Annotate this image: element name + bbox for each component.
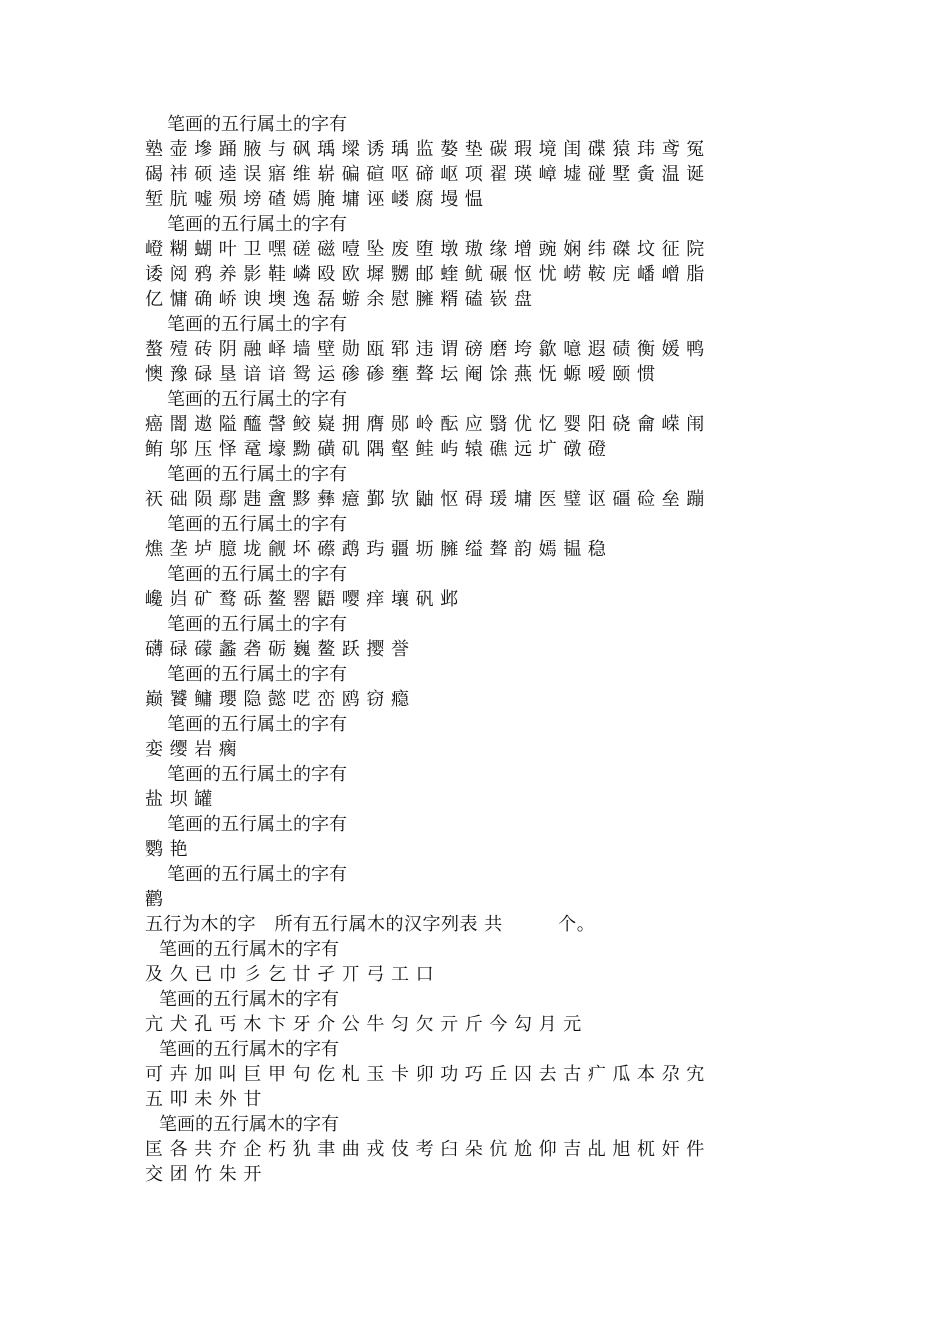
earth-group: [145, 712, 805, 762]
earth-group: [145, 387, 805, 462]
earth-group: [145, 512, 805, 562]
earth-char-line: 塾壶墋踊腋与砜瑀墚诱瑀监嫯垫碳瑕境闺碟猿玮鸢冤: [145, 139, 711, 160]
earth-char-line: 亿慵确峤谀墺逸磊蝣余慰臃糈磕嵚盘: [145, 289, 539, 310]
wood-group: [145, 937, 805, 987]
earth-group: [145, 812, 805, 862]
earth-group: [145, 312, 805, 387]
earth-char-line: 巉岿矿鹜砾鳌罂鼯嘤痒壤矾邺: [145, 589, 465, 610]
document-page: [145, 112, 805, 1187]
earth-char-line: 娈缨岩瘸: [145, 739, 244, 760]
earth-group-heading: 笔画的五行属土的字有: [167, 389, 347, 410]
earth-char-line: 巅饕鳙瓔隐懿呓峦鸥窃瘾: [145, 689, 416, 710]
earth-char-line: 燋垄垆臆垅觎坏礤鹉玙疆坜臃缢聱韵嫣韫稳: [145, 539, 613, 560]
earth-char-line: 鹳: [145, 889, 170, 910]
earth-group: [145, 112, 805, 212]
earth-group-heading: 笔画的五行属土的字有: [167, 614, 347, 635]
wood-group-heading: 笔画的五行属木的字有: [159, 1039, 339, 1060]
earth-char-line: 鲔邬压怿鼋壕黝磺矶隅壑鲑屿辕礁远圹礅磴: [145, 439, 613, 460]
earth-group: [145, 562, 805, 612]
earth-group-heading: 笔画的五行属土的字有: [167, 214, 347, 235]
wood-section-title: 五行为木的字 所有五行属木的汉字列表 共 个。: [145, 914, 596, 935]
earth-group: [145, 612, 805, 662]
earth-group: [145, 462, 805, 512]
earth-group: [145, 212, 805, 312]
wood-char-line: 交团竹朱开: [145, 1164, 268, 1185]
earth-group-heading: 笔画的五行属土的字有: [167, 564, 347, 585]
earth-group-heading: 笔画的五行属土的字有: [167, 864, 347, 885]
earth-char-line: 癌闇遨隘醯謦鲛嶷拥膺郧岭酝应翳优忆婴阳硗龠嵘闱: [145, 414, 711, 435]
earth-group-heading: 笔画的五行属土的字有: [167, 514, 347, 535]
earth-char-line: 堑肮嘘殒塝碴嫣腌墉诬嵝腐墁愠: [145, 189, 490, 210]
wood-group: [145, 987, 805, 1037]
wood-char-line: 匡各共夰企朽犰聿曲戎伎考臼朵伉尬仰吉乩旭杌奸件: [145, 1139, 711, 1160]
earth-char-line: 嶝糊蝴叶卫嘿磋磁噎坠废堕墩璈缘增豌娴纬磔坟征院: [145, 239, 711, 260]
earth-group-heading: 笔画的五行属土的字有: [167, 764, 347, 785]
earth-group: [145, 662, 805, 712]
earth-char-line: 鹦艳: [145, 839, 195, 860]
earth-group: [145, 762, 805, 812]
wood-char-line: 亢犬孔丐木卞牙介公牛匀欠亓斤今勾月元: [145, 1014, 588, 1035]
earth-group: [145, 862, 805, 912]
earth-char-line: 螯殪砖阴融峄墙壁勋瓯郓违谓磅磨垮歙噫遐碛衡媛鸭: [145, 339, 711, 360]
wood-char-line: 及久已巾彡乞廿孑丌弓工口: [145, 964, 441, 985]
earth-char-line: 礴碌礞蠡砻砺巍鳌跃撄誉: [145, 639, 416, 660]
wood-char-line: 可卉加叫巨甲句仡札玉卡卯功巧丘囚去古疒瓜本尕宄: [145, 1064, 711, 1085]
wood-group-heading: 笔画的五行属木的字有: [159, 989, 339, 1010]
wood-char-line: 五叩未外甘: [145, 1089, 268, 1110]
earth-group-heading: 笔画的五行属土的字有: [167, 464, 347, 485]
wood-group: [145, 1112, 805, 1187]
earth-char-line: 盐坝罐: [145, 789, 219, 810]
earth-char-line: 诿阅鸦养影鞋嶙殴欧墀嬲邮蝰鱿碾怄忧崂鞍庑嶓嶒脂: [145, 264, 711, 285]
earth-element-section: [145, 112, 805, 912]
earth-group-heading: 笔画的五行属土的字有: [167, 114, 347, 135]
wood-group-heading: 笔画的五行属木的字有: [159, 939, 339, 960]
earth-char-line: 碣祎硕逵误寤维崭碥碹呕碲岖项翟瑛嶂墟碰墅夤温诞: [145, 164, 711, 185]
earth-group-heading: 笔画的五行属土的字有: [167, 814, 347, 835]
wood-element-section: [145, 937, 805, 1187]
earth-char-line: 祆础陨鄢韪盦黟彝癔鄞欤鼬怄碍瑗墉医璧讴礓硷垒蹦: [145, 489, 711, 510]
earth-group-heading: 笔画的五行属土的字有: [167, 314, 347, 335]
earth-group-heading: 笔画的五行属土的字有: [167, 664, 347, 685]
earth-char-line: 懊豫碌垦谙谙鸳运碜碜壅聱坛阉馀燕怃螈嗳颐惯: [145, 364, 662, 385]
wood-group: [145, 1037, 805, 1112]
earth-group-heading: 笔画的五行属土的字有: [167, 714, 347, 735]
wood-group-heading: 笔画的五行属木的字有: [159, 1114, 339, 1135]
